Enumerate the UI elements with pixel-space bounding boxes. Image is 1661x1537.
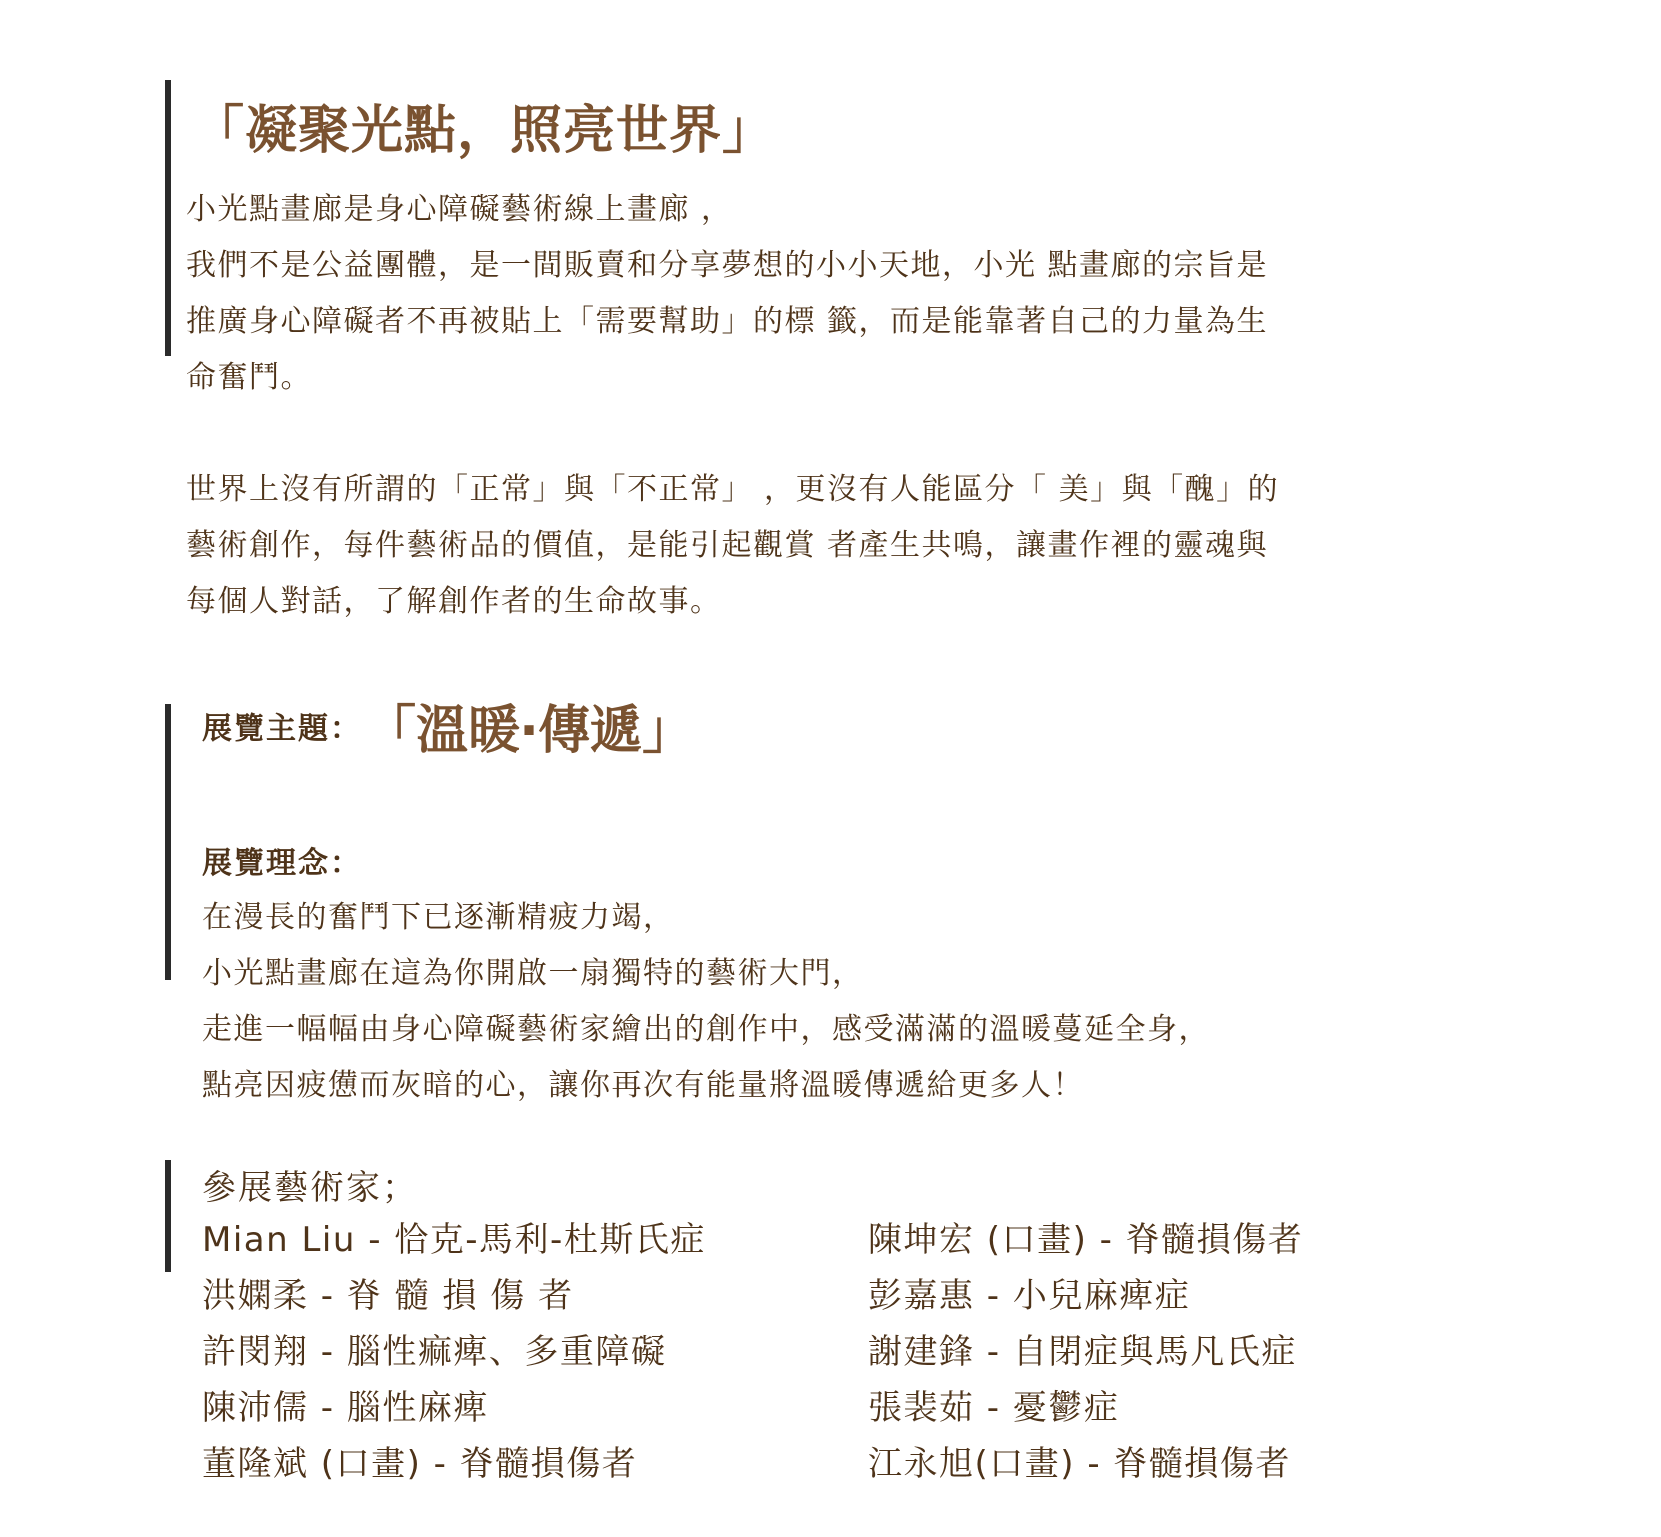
- section-divider-bar: [165, 704, 171, 980]
- concept-line: 小光點畫廊在這為你開啟一扇獨特的藝術大門，: [202, 956, 864, 991]
- artists-label: 參展藝術家；: [202, 1168, 418, 1208]
- intro-paragraph-2: [186, 462, 1476, 630]
- intro-line: 我們不是公益團體，是一間販賣和分享夢想的小小天地，小光 點畫廊的宗旨是: [186, 248, 1269, 283]
- concept-line: 在漫長的奮鬥下已逐漸精疲力竭，: [202, 900, 675, 935]
- intro-line: 藝術創作，每件藝術品的價值，是能引起觀賞 者產生共鳴，讓畫作裡的靈魂與: [186, 528, 1269, 563]
- list-item: 董隆斌 (口畫) - 脊髓損傷者: [202, 1444, 638, 1484]
- intro-line: 世界上沒有所謂的「正常」與「不正常」 ，更沒有人能區分「 美」與「醜」的: [186, 472, 1280, 507]
- section-divider-bar: [165, 1160, 171, 1272]
- list-item: 陳沛儒 - 腦性麻痺: [202, 1388, 489, 1428]
- intro-line: 小光點畫廊是身心障礙藝術線上畫廊 ，: [186, 192, 733, 227]
- list-item: 謝建鋒 - 自閉症與馬凡氏症: [868, 1332, 1297, 1372]
- concept-line: 點亮因疲憊而灰暗的心，讓你再次有能量將溫暖傳遞給更多人！: [202, 1068, 1084, 1103]
- artists-list-left: [202, 1212, 706, 1492]
- list-item: 彭嘉惠 - 小兒麻痺症: [868, 1276, 1191, 1316]
- list-item: Mian Liu - 恰克-馬利-杜斯氏症: [202, 1220, 706, 1260]
- list-item: 張裴茹 - 憂鬱症: [868, 1388, 1120, 1428]
- intro-paragraph: [186, 182, 1476, 406]
- page-title: 「凝聚光點，照亮世界」: [192, 101, 776, 161]
- list-item: 許閔翔 - 腦性痲痺、多重障礙: [202, 1332, 667, 1372]
- concept-line: 走進一幅幅由身心障礙藝術家繪出的創作中，感受滿滿的溫暖蔓延全身，: [202, 1012, 1210, 1047]
- list-item: 洪嫻柔 - 脊 髓 損 傷 者: [202, 1276, 574, 1316]
- intro-line: 每個人對話，了解創作者的生命故事。: [186, 584, 722, 619]
- intro-line: 命奮鬥。: [186, 360, 312, 395]
- theme-title: 「溫暖‧傳遞」: [390, 701, 695, 761]
- list-item: 陳坤宏 (口畫) - 脊髓損傷者: [868, 1220, 1304, 1260]
- artists-list-right: [868, 1212, 1303, 1492]
- section-divider-bar: [165, 80, 171, 356]
- theme-label: 展覽主題：: [202, 711, 362, 747]
- list-item: 江永旭(口畫) - 脊髓損傷者: [868, 1444, 1291, 1484]
- exhibition-theme: [202, 688, 694, 763]
- intro-line: 推廣身心障礙者不再被貼上「需要幫助」的標 籤，而是能靠著自己的力量為生: [186, 304, 1269, 339]
- concept-paragraph: [202, 890, 1210, 1114]
- concept-label: 展覽理念：: [202, 846, 362, 881]
